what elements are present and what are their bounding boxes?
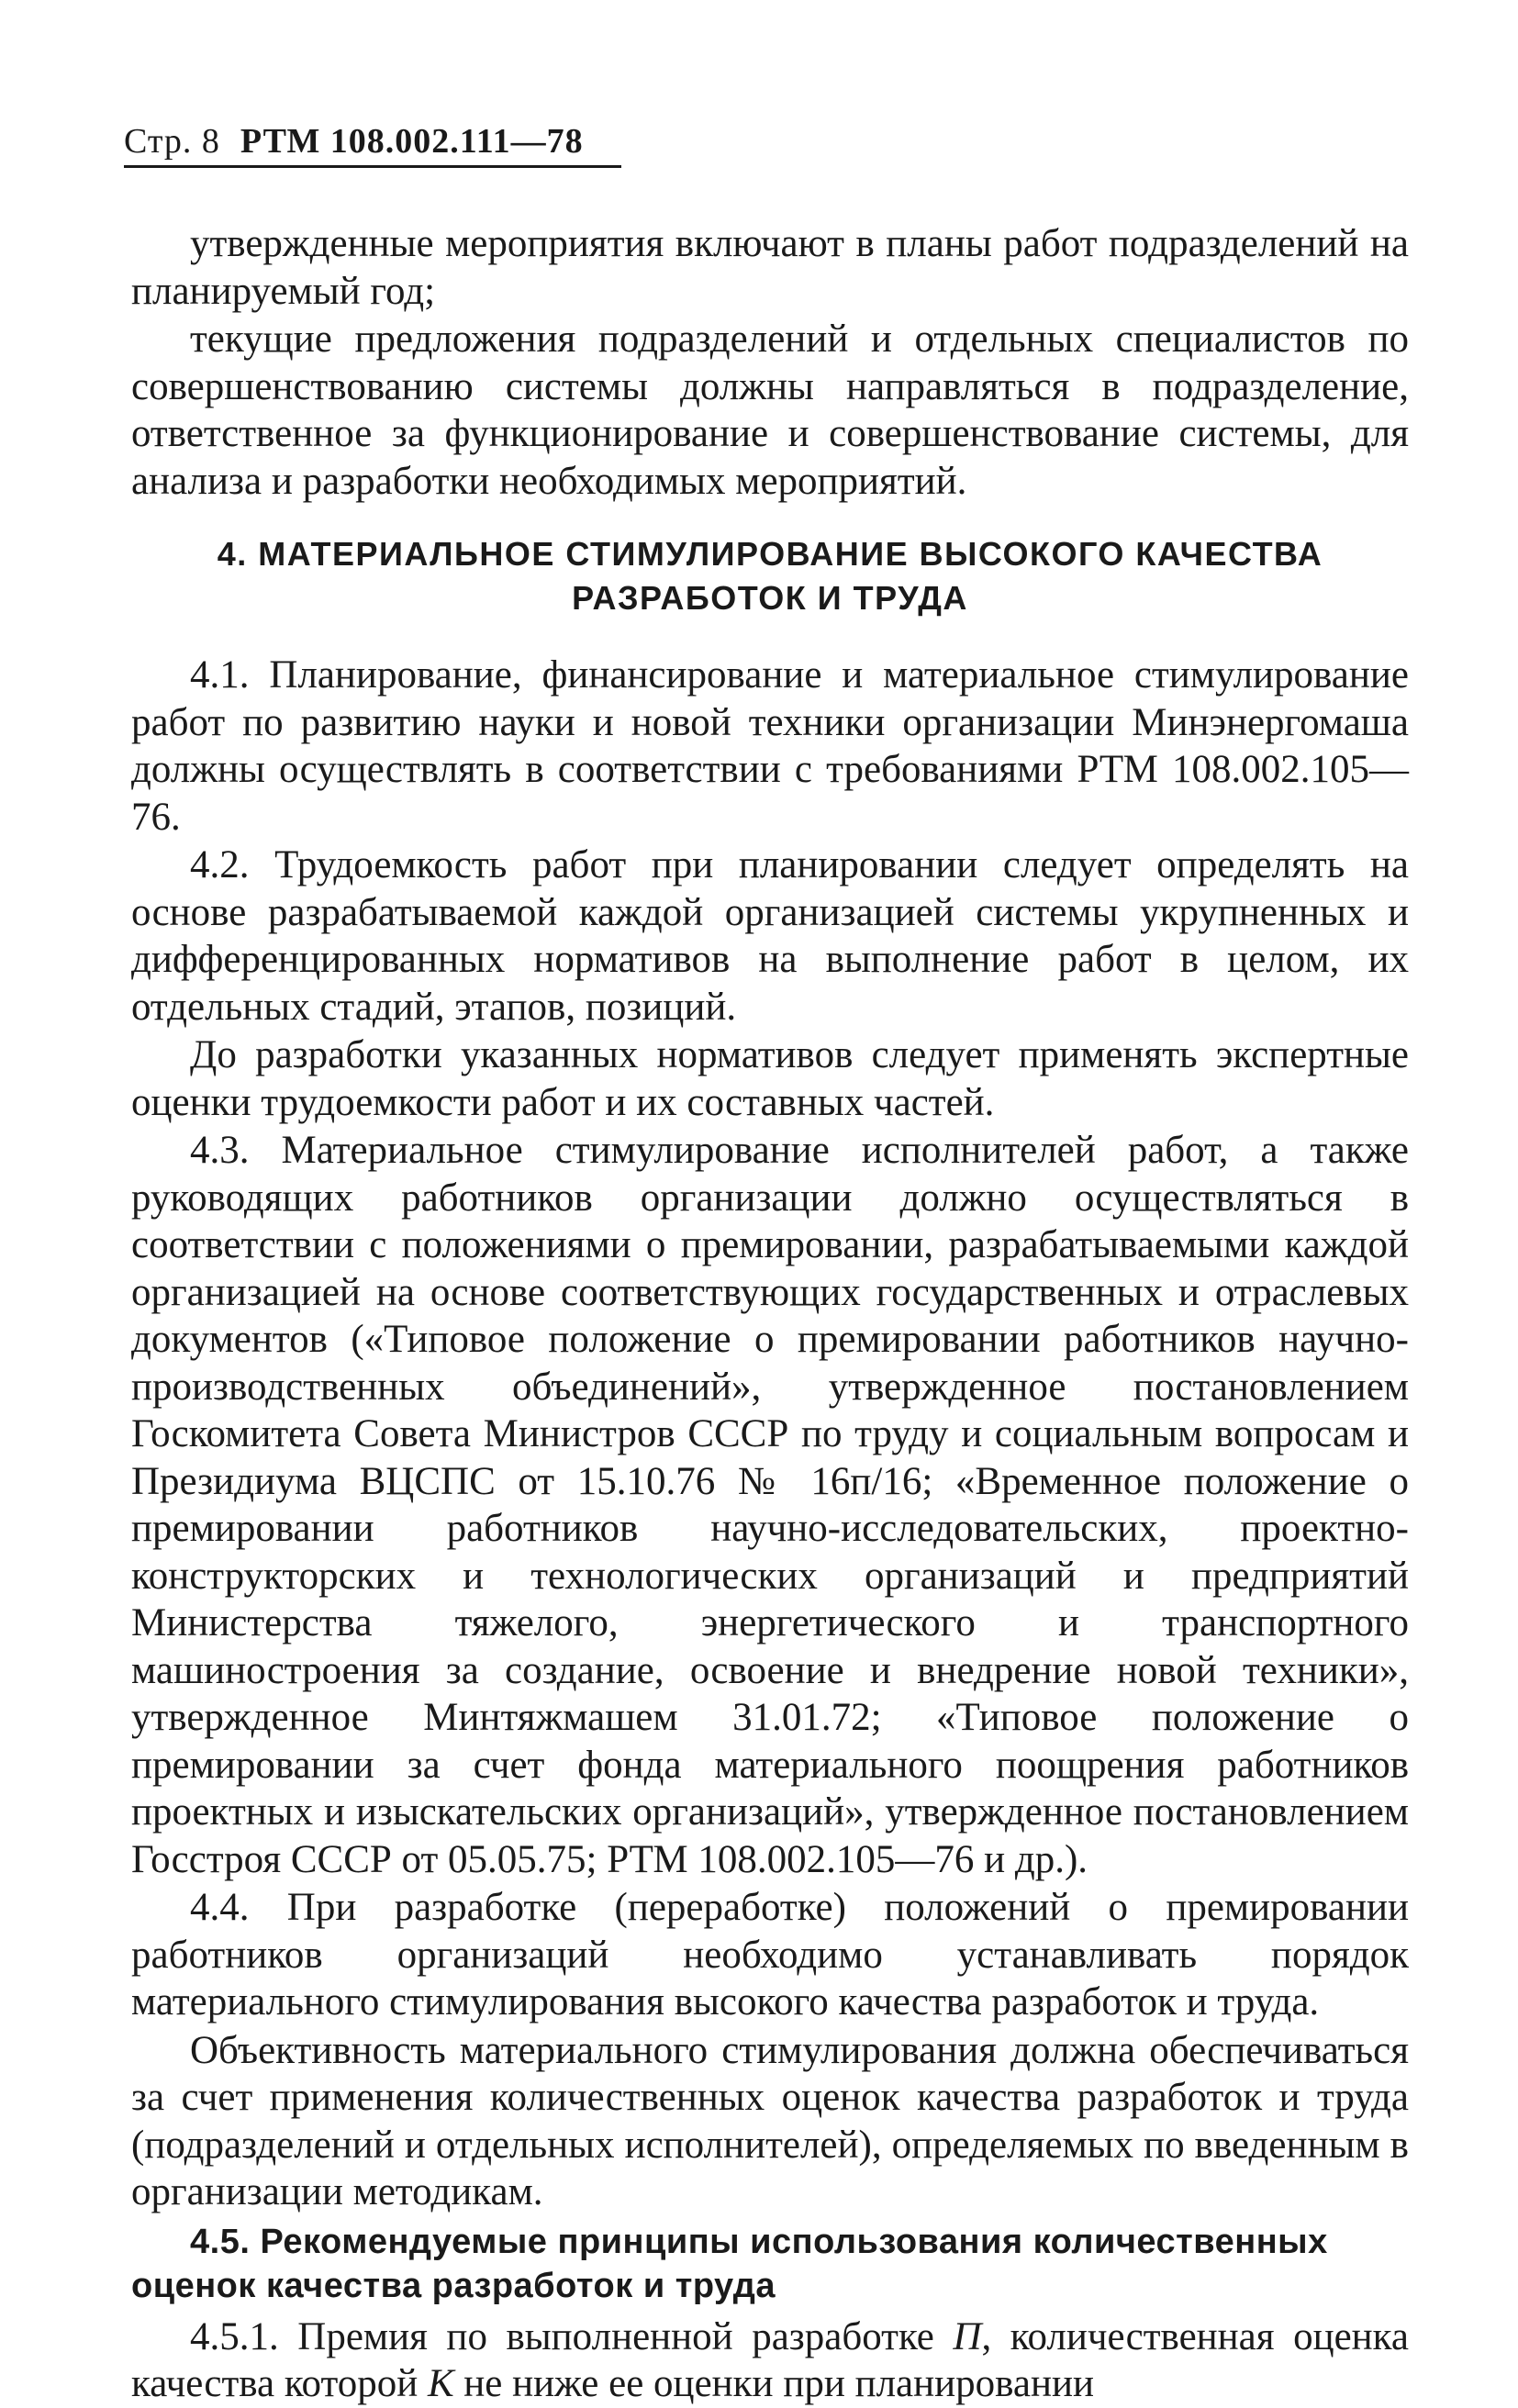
paragraph: текущие предложения подразделений и отдельных специалистов по совершенствованию системы должны направляться в подразделение, ответственное за функционирование и совершенствование системы, для анализа и разработки необходимых мероприятий.: [131, 318, 1409, 503]
paragraph: Объективность материального стимулирования должна обеспечиваться за счет применения количественных оценок качества разработок и труда (подразделений и отдельных исполнителей), определяемых по введенным в организации методикам.: [131, 2028, 1409, 2213]
text-fragment: не ниже ее оценки при планировании: [453, 2362, 1095, 2405]
paragraph-4-3: 4.3. Материальное стимулирование исполнителей работ, а также руководящих работников организации должно осуществляться в соответствии с положениями о премировании, разрабатываемыми каждой организацией на основе соответствующих государственных и отраслевых документов («Типовое положение о премировании работников научно-производственных объединений», утвержденное постановлением Госкомитета Совета Министров СССР по труду и социальным вопросам и Президиума ВЦСПС от 15.10.76 № 16п/16; «Временное положение о премировании работников научно-исследовательских, проектно-конструкторских и технологических организаций и предприятий Министерства тяжелого, энергетического и транспортного машиностроения за создание, освоение и внедрение новой техники», утвержденное Минтяжмашем 31.01.72; «Типовое положение о премировании за счет фонда материального поощрения работников проектных и изыскательских организаций», утвержденное постановлением Госстроя СССР от 05.05.75; РТМ 108.002.105—76 и др.).: [131, 1129, 1409, 1881]
subsection-title: 4.5. Рекомендуемые принципы использования количественных оценок качества разработок и труда: [131, 2222, 1328, 2305]
paragraph-4-2: 4.2. Трудоемкость работ при планировании следует определять на основе разрабатываемой каждой организацией системы укрупненных и дифференцированных нормативов на выполнение работ в целом, их отдельных стадий, этапов, позиций.: [131, 843, 1409, 1029]
page-header: [124, 121, 584, 162]
document-code: РТМ 108.002.111—78: [240, 122, 584, 161]
section-title-line-2: РАЗРАБОТОК И ТРУДА: [572, 579, 968, 617]
page-number: Стр. 8: [124, 122, 220, 161]
section-title-line-1: 4. МАТЕРИАЛЬНОЕ СТИМУЛИРОВАНИЕ ВЫСОКОГО КАЧЕСТВА: [217, 535, 1323, 573]
paragraph-4-5-1: [131, 2313, 1409, 2408]
symbol-p: П: [953, 2314, 982, 2358]
text-fragment: , количественная оценка качества которой: [131, 2314, 1410, 2405]
symbol-k: К: [427, 2362, 454, 2405]
paragraph-4-1: 4.1. Планирование, финансирование и материальное стимулирование работ по развитию науки и новой техники организации Минэнергомаша должны осуществлять в соответствии с требованиями РТМ 108.002.105—76.: [131, 653, 1409, 839]
text-fragment: 4.5.1. Премия по выполненной разработке: [190, 2314, 954, 2358]
paragraph: До разработки указанных нормативов следует применять экспертные оценки трудоемкости работ и их составных частей.: [131, 1033, 1409, 1124]
header-underline: [124, 165, 621, 168]
paragraph: утвержденные мероприятия включают в планы работ подразделений на планируемый год;: [131, 222, 1409, 313]
section-title: [131, 532, 1409, 620]
paragraph-4-4: 4.4. При разработке (переработке) положений о премировании работников организаций необходимо устанавливать порядок материального стимулирования высокого качества разработок и труда.: [131, 1886, 1409, 2023]
document-body: [131, 220, 1409, 2408]
